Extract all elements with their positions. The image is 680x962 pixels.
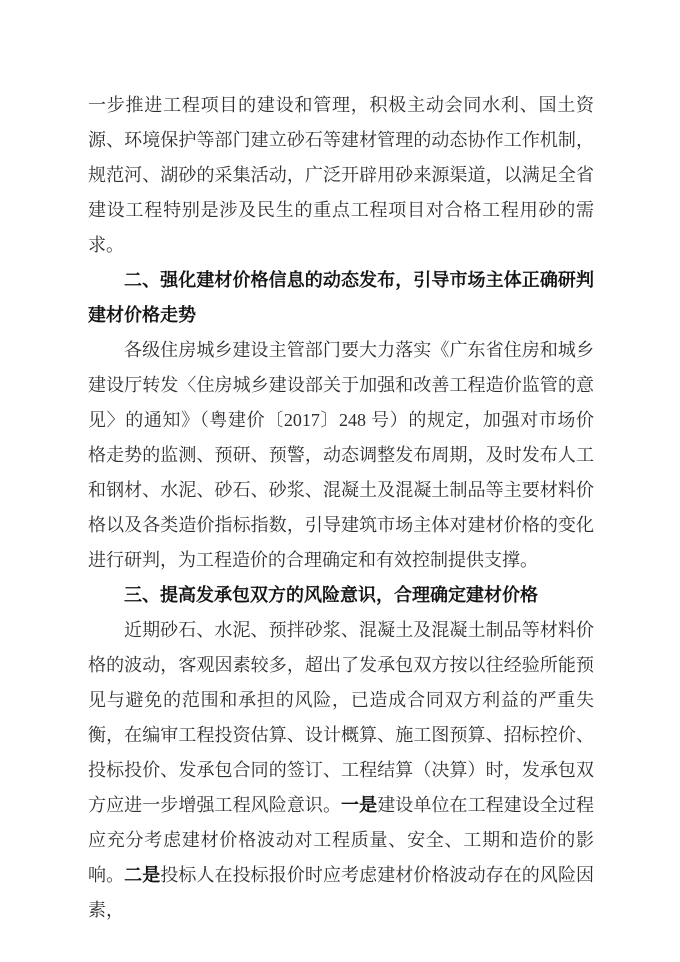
section-3-body-part3: 投标人在投标报价时应考虑建材价格波动存在的风险因素， — [88, 865, 595, 920]
section-3-emphasis-ershi: 二是 — [124, 865, 161, 885]
section-3-emphasis-yishi: 一是 — [341, 795, 378, 815]
continuation-paragraph: 一步推进工程项目的建设和管理，积极主动会同水利、国土资源、环境保护等部门建立砂石等建材管理的动态协作工作机制，规范河、湖砂的采集活动，广泛开辟用砂来源渠道，以满足全省建设工程特别是涉及民生的重点工程项目对合格工程用砂的需求。 — [88, 95, 594, 255]
section-2-body-paragraph: 各级住房城乡建设主管部门要大力落实《广东省住房和城乡建设厅转发〈住房城乡建设部关于加强和改善工程造价监管的意见〉的通知》（粤建价〔2017〕248 号）的规定，加强对市场价格走势的监测、预研、预警，动态调整发布周期，及时发布人工和钢材、水泥、砂石、砂浆、混凝土及混凝土制品等主要材料价格以及各类造价指标指数，引导建筑市场主体对建材价格的变化进行研判，为工程造价的合理确定和有效控制提供支撑。 — [88, 340, 594, 570]
section-3-body-part2: 建设单位在工程建设全过程应充分考虑建材价格波动对工程质量、安全、工期和造价的影响。 — [88, 795, 595, 885]
document-text-block — [88, 88, 594, 928]
section-3-body-paragraph — [88, 613, 594, 928]
section-2-heading: 二、强化建材价格信息的动态发布，引导市场主体正确研判建材价格走势 — [88, 270, 594, 325]
section-3-heading: 三、提高发承包双方的风险意识，合理确定建材价格 — [124, 585, 538, 605]
section-3-body-part1: 近期砂石、水泥、预拌砂浆、混凝土及混凝土制品等材料价格的波动，客观因素较多，超出了发承包双方按以往经验所能预见与避免的范围和承担的风险，已造成合同双方利益的严重失衡，在编审工程投资估算、设计概算、施工图预算、招标控价、投标投价、发承包合同的签订、工程结算（决算）时，发承包双方应进一步增强工程风险意识。 — [88, 620, 594, 815]
